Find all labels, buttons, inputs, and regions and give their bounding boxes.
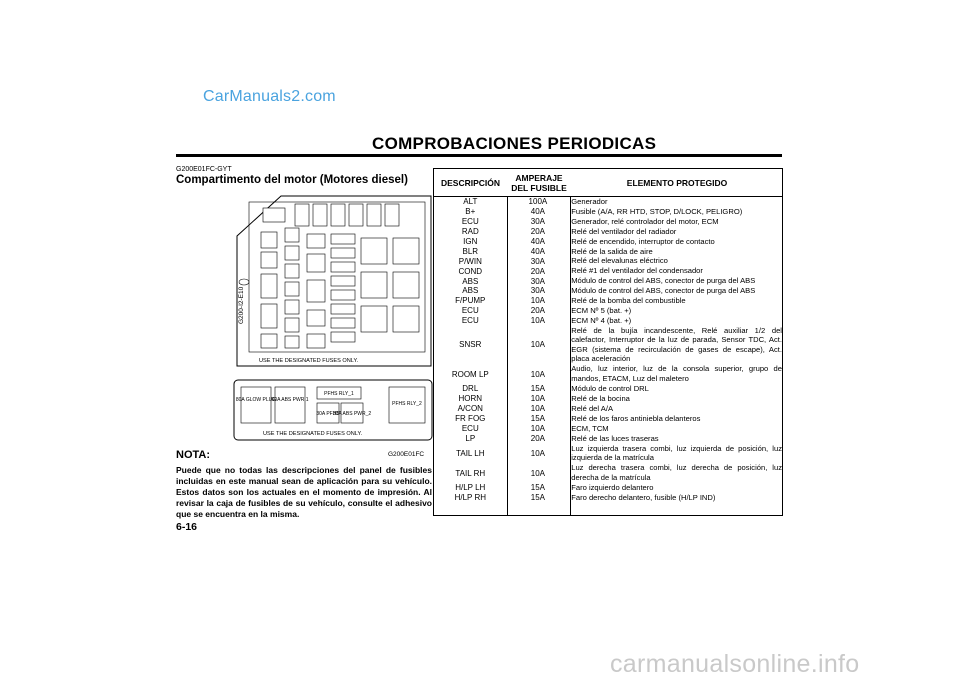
table-row	[434, 424, 782, 434]
cell-protected-element: Módulo de control del ABS, conector de purga del ABS	[571, 286, 756, 296]
cell-protected-element: Relé de encendido, interruptor de contacto	[571, 236, 715, 246]
table-row	[434, 493, 782, 503]
note-title: NOTA:	[176, 449, 211, 461]
cell-protected-element: ECM Nº 4 (bat. +)	[571, 315, 632, 325]
cell-description: ECU	[461, 423, 479, 433]
cell-amperage: 20A	[530, 227, 546, 237]
table-row	[434, 296, 782, 306]
cell-amperage: 30A	[530, 286, 546, 296]
cell-amperage: 40A	[530, 237, 546, 246]
table-row	[434, 463, 782, 483]
cell-amperage: 10A	[530, 448, 546, 458]
cell-protected-element: Relé de la salida de aire	[571, 246, 653, 256]
cell-description: TAIL LH	[456, 448, 485, 458]
cell-amperage: 20A	[530, 433, 546, 443]
watermark-bottom: carmanualsonline.info	[610, 650, 860, 678]
page-number: 6-16	[176, 521, 198, 533]
cell-protected-element: Audio, luz interior, luz de la consola superior, grupo de mandos, ETACM, Luz del maletero	[571, 364, 782, 384]
cell-protected-element: Faro derecho delantero, fusible (H/LP IND)	[571, 492, 716, 502]
cell-amperage: 10A	[530, 404, 546, 414]
cell-description: SNSR	[459, 340, 482, 350]
cell-protected-element: Relé de la bocina	[571, 394, 630, 404]
table-row	[434, 207, 782, 217]
fuse-cell-pfhs-rly1: PFHS RLY_1	[324, 391, 354, 397]
cell-description: TAIL RH	[455, 468, 486, 478]
table-row	[434, 266, 782, 276]
cell-protected-element: Generador	[571, 197, 608, 207]
cell-protected-element: ECM, TCM	[571, 423, 609, 433]
cell-description: ABS	[462, 286, 479, 296]
cell-amperage: 100A	[528, 197, 548, 207]
cell-description: H/LP LH	[455, 483, 486, 493]
fuse-box-diagram-main	[235, 194, 433, 370]
cell-protected-element: Relé de la bujía incandescente, Relé auxiliar 1/2 del calefactor, Interruptor de la luz de parada, Sensor TDC, Act. EGR (sistema de recirculación de gases de escape), Act. placa aceleración	[571, 325, 782, 364]
fuse-cell-pfhs: 30A PFHS	[316, 411, 340, 417]
header-description: DESCRIPCIÓN	[440, 177, 501, 188]
cell-protected-element: Relé del ventilador del radiador	[571, 226, 677, 236]
cell-amperage: 40A	[530, 246, 546, 256]
fuse-box-footer-main: USE THE DESIGNATED FUSES ONLY.	[259, 358, 359, 364]
cell-description: ABS	[462, 276, 479, 286]
table-row	[434, 227, 782, 237]
note-text: Puede que no todas las descripciones del panel de fusibles incluidas en este manual sean de aplicación para su vehículo. Estos datos son los actuales en el momento de impresión. Al revisar la caja de fusibles de su vehículo, consulte el adhesivo que se encuentra en la misma.	[176, 465, 432, 519]
cell-description: P/WIN	[458, 256, 482, 266]
cell-amperage: 30A	[530, 256, 546, 266]
table-row	[434, 276, 782, 286]
cell-amperage: 10A	[530, 394, 546, 404]
table-row	[434, 217, 782, 227]
cell-description: HORN	[458, 394, 483, 404]
table-row	[434, 246, 782, 256]
page-title: COMPROBACIONES PERIODICAS	[372, 134, 657, 153]
table-row	[434, 414, 782, 424]
fuse-cell-abs-pwr2: 30A ABS PWR_2	[332, 411, 372, 417]
cell-description: ECU	[461, 316, 479, 326]
cell-description: A/CON	[457, 404, 483, 414]
table-row	[434, 384, 782, 394]
cell-description: IGN	[463, 237, 478, 246]
cell-protected-element: Fusible (A/A, RR HTD, STOP, D/LOCK, PELIGRO)	[571, 207, 743, 217]
cell-description: ECU	[461, 306, 479, 316]
cell-amperage: 15A	[530, 414, 546, 424]
table-row	[434, 394, 782, 404]
cell-protected-element: Relé del elevalunas eléctrico	[571, 256, 668, 266]
cell-description: ROOM LP	[451, 369, 489, 379]
fuse-table	[433, 168, 783, 516]
cell-description: LP	[465, 433, 476, 443]
cell-protected-element: ECM Nº 5 (bat. +)	[571, 305, 632, 315]
header-protected-element: ELEMENTO PROTEGIDO	[626, 177, 728, 188]
cell-amperage: 10A	[530, 369, 546, 379]
fuse-cell-pfhs-rly2: PFHS RLY_2	[392, 401, 422, 407]
watermark-top: CarManuals2.com	[203, 88, 336, 105]
table-row	[434, 197, 782, 207]
cell-protected-element: Luz derecha trasera combi, luz derecha de posición, luz derecha de la matrícula	[571, 463, 782, 483]
table-row	[434, 316, 782, 326]
cell-description: RAD	[461, 227, 479, 237]
cell-description: ALT	[463, 197, 478, 207]
cell-description: H/LP RH	[454, 493, 486, 503]
cell-protected-element: Relé #1 del ventilador del condensador	[571, 266, 703, 276]
cell-description: ECU	[461, 217, 479, 227]
cell-protected-element: Relé de las luces traseras	[571, 433, 659, 443]
cell-amperage: 15A	[530, 384, 546, 394]
cell-amperage: 10A	[530, 316, 546, 326]
cell-amperage: 20A	[530, 306, 546, 316]
table-row	[434, 443, 782, 463]
table-row	[434, 286, 782, 296]
section-heading: Compartimento del motor (Motores diesel)	[176, 174, 408, 186]
fuse-box-side-label: G200-I2-E10	[238, 286, 245, 324]
cell-description: COND	[458, 266, 483, 276]
cell-description: BLR	[462, 246, 479, 256]
table-row	[434, 256, 782, 266]
cell-description: DRL	[462, 384, 479, 394]
fuse-cell-glow-plug: 80A GLOW PLUG	[235, 397, 277, 403]
cell-protected-element: Módulo de control del ABS, conector de purga del ABS	[571, 276, 756, 286]
fuse-cell-abs-pwr1: 60A ABS PWR 1	[271, 397, 309, 403]
cell-protected-element: Módulo de control DRL	[571, 384, 649, 394]
fuse-box-diagram-secondary	[233, 379, 433, 441]
fuse-table-body	[434, 197, 782, 503]
cell-description: B+	[465, 207, 476, 217]
section-code: G200E01FC-GYT	[176, 166, 232, 173]
cell-amperage: 10A	[530, 340, 546, 350]
table-row	[434, 433, 782, 443]
table-row	[434, 237, 782, 247]
cell-protected-element: Relé del A/A	[571, 403, 614, 413]
cell-protected-element: Generador, relé controlador del motor, ECM	[571, 216, 719, 226]
header-amperage: AMPERAJE DEL FUSIBLE	[511, 172, 567, 193]
fuse-box-footer-secondary: USE THE DESIGNATED FUSES ONLY.	[263, 431, 363, 437]
cell-amperage: 10A	[530, 468, 546, 478]
figure-code: G200E01FC	[388, 451, 425, 458]
cell-amperage: 30A	[530, 276, 546, 286]
cell-amperage: 30A	[530, 217, 546, 227]
cell-protected-element: Luz izquierda trasera combi, luz izquierda de posición, luz izquierda de la matrícula	[571, 443, 782, 463]
cell-protected-element: Relé de la bomba del combustible	[571, 296, 686, 306]
table-row	[434, 306, 782, 316]
table-row	[434, 326, 782, 365]
table-row	[434, 483, 782, 493]
table-row	[434, 404, 782, 414]
cell-description: FR FOG	[455, 414, 486, 424]
cell-amperage: 40A	[530, 207, 546, 217]
cell-protected-element: Relé de los faros antiniebla delanteros	[571, 413, 701, 423]
cell-amperage: 15A	[530, 493, 546, 503]
cell-description: F/PUMP	[455, 296, 486, 306]
cell-protected-element: Faro izquierdo delantero	[571, 483, 654, 493]
cell-amperage: 15A	[530, 483, 546, 493]
cell-amperage: 10A	[530, 296, 546, 306]
table-row	[434, 364, 782, 384]
cell-amperage: 20A	[530, 266, 546, 276]
title-rule	[176, 154, 782, 157]
cell-amperage: 10A	[530, 423, 546, 433]
fuse-table-header	[434, 169, 782, 197]
